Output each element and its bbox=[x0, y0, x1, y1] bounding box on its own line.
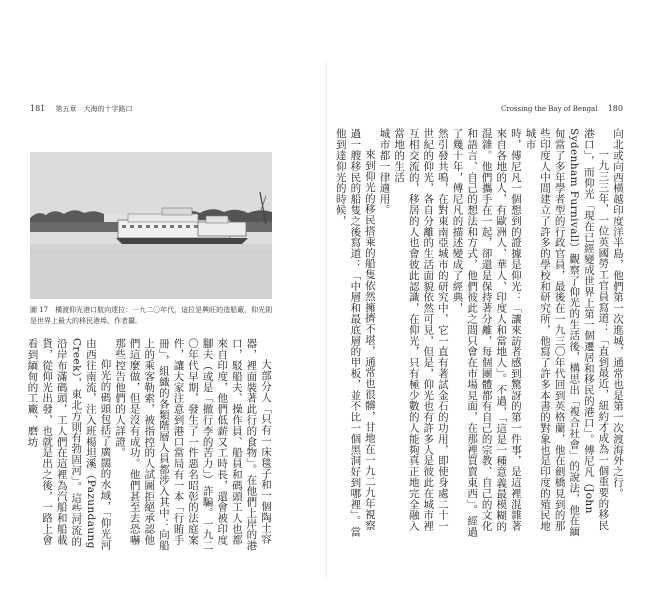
harbor-photo-image bbox=[30, 152, 272, 299]
right-paragraph: 時，傅尼凡一個想到的證據是仰光：「讓來訪者感到驚訝的第一件事，是這裡混雜著來自各地的人，有歐洲人、華人、印度人和當地人」。不過，「這是一種意義最模糊的混雜。他們攜手在一起，卻還是保持著分離，每個團體都有自己的宗教、自己的文化和語言、自己的想法和方式，他們彼此之間只會在市場見面，在那裡買賣東西」。經過了幾十年，傅尼凡的描述變成了經典， bbox=[451, 128, 522, 537]
left-page bbox=[0, 0, 327, 609]
right-paragraph: 向北或向西橫越印度洋半島，他們第一次進城，通常也是第一次渡海外之行。 bbox=[612, 128, 624, 499]
right-running-head bbox=[501, 104, 623, 113]
harbor-photo bbox=[30, 152, 272, 299]
right-page-number: 180 bbox=[607, 104, 623, 113]
right-paragraph: 來到仰光的移民搭乘的船隻依然擁擠不堪，通常也很髒，甘地在一九二九年視察過一艘移民的船隻之後寫道：「中層和最底層的甲板，並不比一個黑洞好到哪裡」。當他到達仰光的時候， bbox=[334, 128, 376, 537]
figure-caption: 圖 17 橫渡仰光港口航向達拉：一九二〇年代，這拉是興旺的造船廠，仰光則是世界上最大的移民港埠。作者攝。 bbox=[30, 306, 273, 325]
left-body-text bbox=[26, 338, 273, 552]
right-paragraph: 城市都一律適用。 bbox=[378, 128, 391, 216]
left-running-head bbox=[30, 104, 133, 114]
right-paragraph: 然引發共鳴，在對東南亞城市的研究中，它一直有著試金石的功用，即使身處二十一世紀的仰光，各自分離的生活面貌依然可見，但是，仰光也有許多人是彼此在城市裡互相交流的，移居的人也會彼此認識，在仰光，只有極少數的人能夠真正地完全融入當地的生活 bbox=[393, 128, 449, 532]
right-book-title: Crossing the Bay of Bengal bbox=[501, 105, 598, 113]
left-paragraph: 大部分人「只有一床毯子和一個陶土容器，裡面裝著此行的食物」。在他們上岸的港口，駁船夫、操作員、船員和碼頭工人也都來自印度，他們低薪又工時長，還會被印度腳夫（或是「撤行李的苦力」）詐騙。一九二〇年代早期，發生了一件惡名昭彰的法庭案件，讓大家注意到港口當局有一本「行賄手冊」，組織的各類階層人員都涉入其中：向船上的乘客勒索，被指控的人試圖拒絕承認他們這麼做，但是沒有成功。他們甚至去恐嚇那些控告他們的人詳證。 bbox=[114, 338, 272, 551]
left-page-number: 181 bbox=[30, 104, 46, 113]
left-chapter-title: 第五章 大海的十字路口 bbox=[55, 105, 133, 113]
right-body-text bbox=[334, 128, 625, 540]
right-paragraph: 一九三三年，一位英國勞工官員寫道：「直到最近，紐約才成為一個重要的移民港口」，而仰光「現在已經變成世界上第一個遷居和移民的港口」。傅尼凡（John Sydenham Furnivall）觀察了仰光的生活後，構思出「複合社會」的說法，他在緬甸當了多年學者型的行政官員，最後在一九三〇年代回到英格蘭，他在劍橋見到的那些印度人中間建立了許多的學校和研究所，他寫了許多本書的對象也是印度的殖民地城市 bbox=[524, 128, 610, 537]
left-paragraph: 仰光的碼頭包括了廣闊的水域，「仰光河由西往南流，注入班楊坦溪（Pazundaung Creek），東北方則有勃固河」。這些河流的沿岸布滿碼頭，工人們在這裡為汽船和船載貨，從仰光出發，也就是出之後，一路上會看到緬甸的工廠、磨坊 bbox=[26, 338, 112, 550]
